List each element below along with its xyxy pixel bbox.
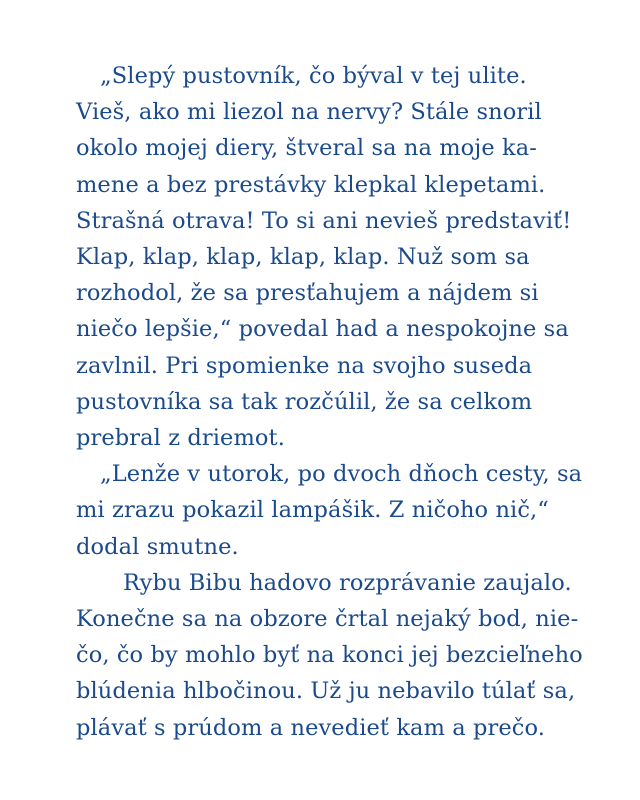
text-line: Rybu Bibu hadovo rozprávanie zaujalo. xyxy=(123,569,572,596)
text-line: „Lenže v utorok, po dvoch dňoch cesty, sa xyxy=(100,461,583,488)
text-line: čo, čo by mohlo byť na konci jej bezcieľneho xyxy=(76,642,583,669)
text-line: plávať s prúdom a nevedieť kam a prečo. xyxy=(76,714,546,741)
text-line: Konečne sa na obzore črtal nejaký bod, nie- xyxy=(76,606,579,633)
text-line: niečo lepšie,“ povedal had a nespokojne sa xyxy=(76,316,569,343)
text-line: Vieš, ako mi liezol na nervy? Stále snoril xyxy=(76,99,542,126)
text-line: prebral z driemot. xyxy=(76,425,285,452)
text-line: Klap, klap, klap, klap, klap. Nuž som sa xyxy=(76,244,530,271)
text-line: zavlnil. Pri spomienke na svojho suseda xyxy=(76,352,533,379)
paragraph-3 xyxy=(76,565,596,746)
text-line: dodal smutne. xyxy=(76,533,239,560)
text-line: mene a bez prestávky klepkal klepetami. xyxy=(76,171,546,198)
story-text xyxy=(76,58,596,746)
text-line: rozhodol, že sa presťahujem a nájdem si xyxy=(76,280,539,307)
text-line: „Slepý pustovník, čo býval v tej ulite. xyxy=(100,63,527,89)
text-line: okolo mojej diery, štveral sa na moje ka- xyxy=(76,135,537,162)
text-line: mi zrazu pokazil lampášik. Z ničoho nič,“ xyxy=(76,497,549,524)
text-line: pustovníka sa tak rozčúlil, že sa celkom xyxy=(76,388,533,415)
paragraph-1 xyxy=(76,58,596,456)
text-line: Strašná otrava! To si ani nevieš predstaviť! xyxy=(76,207,572,234)
paragraph-2 xyxy=(76,456,596,565)
text-line: blúdenia hlbočinou. Už ju nebavilo túlať sa, xyxy=(76,678,576,705)
